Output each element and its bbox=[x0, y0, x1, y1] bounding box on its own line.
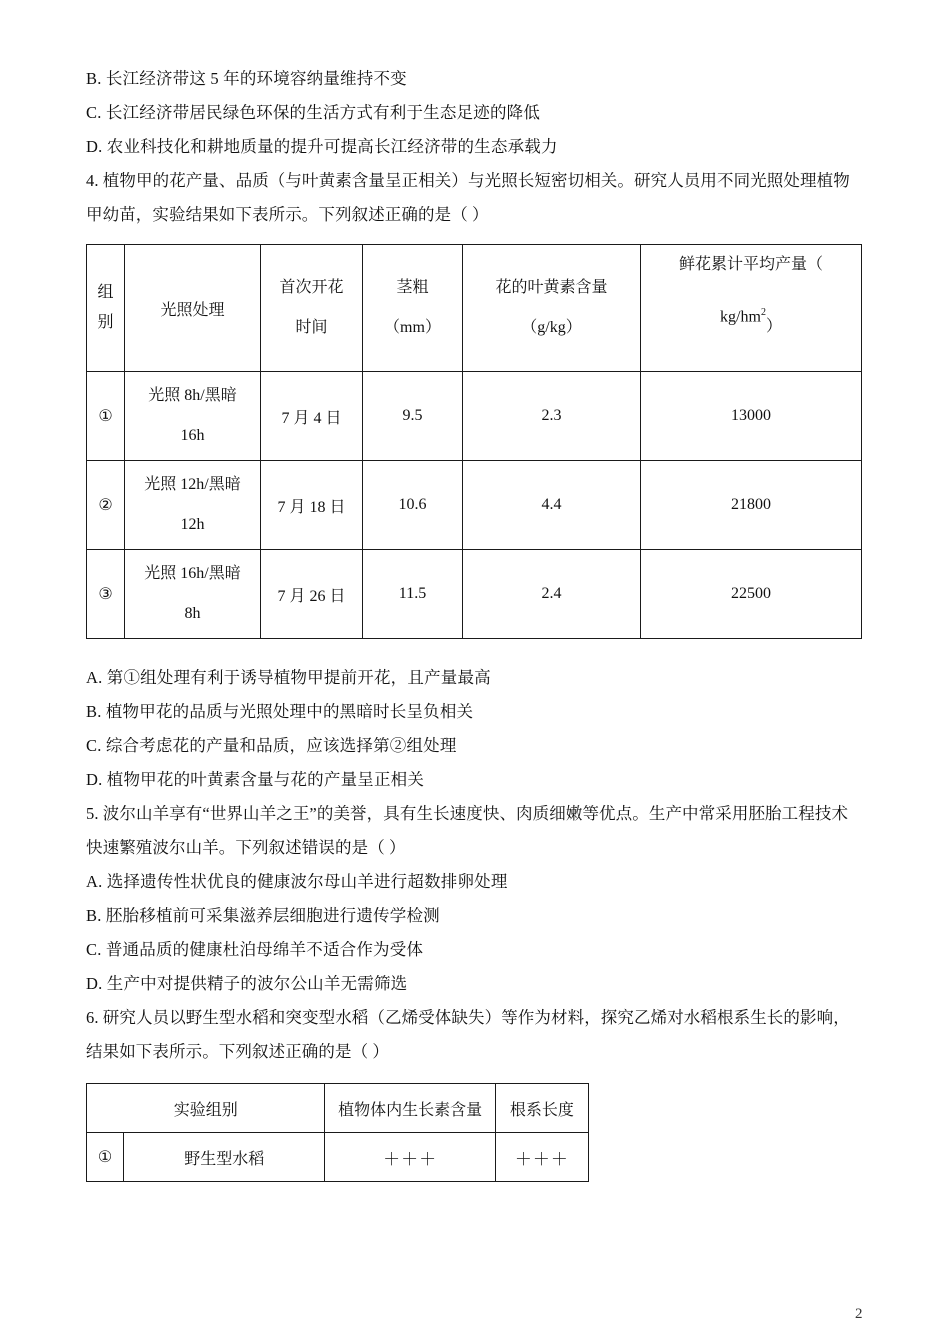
header-root-length: 根系长度 bbox=[495, 1084, 588, 1133]
q6-stem-line-2: 结果如下表所示。下列叙述正确的是（ ） bbox=[86, 1042, 390, 1061]
cell-treatment-line-2: 12h bbox=[180, 516, 205, 533]
cell-group: ② bbox=[87, 461, 125, 550]
header-yield bbox=[641, 245, 862, 372]
cell-first-bloom: 7 月 18 日 bbox=[261, 461, 363, 550]
header-stem-thickness-line-2: （mm） bbox=[384, 319, 441, 336]
q5-option-a: A. 选择遗传性状优良的健康波尔母山羊进行超数排卵处理 bbox=[86, 872, 508, 891]
cell-first-bloom: 7 月 4 日 bbox=[261, 372, 363, 461]
header-xanthophyll-line-1: 花的叶黄素含量 bbox=[495, 279, 608, 296]
table-header-row bbox=[87, 1084, 589, 1133]
header-first-bloom-line-2: 时间 bbox=[295, 319, 328, 336]
header-group bbox=[87, 245, 125, 372]
table-row bbox=[87, 1133, 589, 1182]
table-header-row bbox=[87, 245, 862, 372]
header-first-bloom-line-1: 首次开花 bbox=[279, 279, 344, 296]
header-yield-line-1: 鲜花累计平均产量（ bbox=[678, 256, 823, 274]
cell-treatment-line-1: 光照 12h/黑暗 bbox=[144, 476, 241, 493]
cell-xanthophyll: 2.3 bbox=[463, 372, 641, 461]
q5-stem bbox=[86, 797, 876, 865]
table-row bbox=[87, 372, 862, 461]
cell-yield: 13000 bbox=[641, 372, 862, 461]
cell-stem-thickness: 11.5 bbox=[363, 550, 463, 639]
q4-data-table bbox=[86, 244, 862, 639]
q4-stem bbox=[86, 164, 876, 232]
q5-option-c: C. 普通品质的健康杜泊母绵羊不适合作为受体 bbox=[86, 940, 424, 959]
header-group-line-1: 组 bbox=[97, 284, 114, 301]
table-row bbox=[87, 550, 862, 639]
header-yield-close-paren: ） bbox=[765, 317, 782, 335]
spacer-after-table-1 bbox=[86, 639, 876, 661]
cell-treatment bbox=[125, 372, 261, 461]
cell-treatment-line-2: 8h bbox=[184, 605, 201, 622]
header-yield-unit-superscript: 2 bbox=[760, 307, 766, 319]
header-stem-thickness bbox=[363, 245, 463, 372]
q3-option-b: B. 长江经济带这 5 年的环境容纳量维持不变 bbox=[86, 69, 407, 88]
cell-group: ① bbox=[87, 1133, 124, 1182]
page-content bbox=[86, 62, 876, 1182]
cell-stem-thickness: 9.5 bbox=[363, 372, 463, 461]
header-first-bloom bbox=[261, 245, 363, 372]
cell-stem-thickness: 10.6 bbox=[363, 461, 463, 550]
header-yield-unit bbox=[644, 296, 858, 343]
q4-stem-line-1: 4. 植物甲的花产量、品质（与叶黄素含量呈正相关）与光照长短密切相关。研究人员用不同光照处理植物 bbox=[86, 171, 850, 190]
q3-option-d: D. 农业科技化和耕地质量的提升可提高长江经济带的生态承载力 bbox=[86, 137, 558, 156]
cell-sample-name: 野生型水稻 bbox=[124, 1133, 325, 1182]
q4-option-b: B. 植物甲花的品质与光照处理中的黑暗时长呈负相关 bbox=[86, 702, 474, 721]
header-stem-thickness-line-1: 茎粗 bbox=[396, 279, 429, 296]
q3-option-c: C. 长江经济带居民绿色环保的生活方式有利于生态足迹的降低 bbox=[86, 103, 541, 122]
cell-first-bloom: 7 月 26 日 bbox=[261, 550, 363, 639]
q4-option-a: A. 第①组处理有利于诱导植物甲提前开花，且产量最高 bbox=[86, 668, 491, 687]
q4-option-c: C. 综合考虑花的产量和品质，应该选择第②组处理 bbox=[86, 736, 457, 755]
cell-yield: 21800 bbox=[641, 461, 862, 550]
table-row bbox=[87, 461, 862, 550]
q5-option-d: D. 生产中对提供精子的波尔公山羊无需筛选 bbox=[86, 974, 408, 993]
header-xanthophyll-line-2: （g/kg） bbox=[521, 319, 582, 336]
cell-yield: 22500 bbox=[641, 550, 862, 639]
q4-stem-line-2: 甲幼苗，实验结果如下表所示。下列叙述正确的是（ ） bbox=[86, 205, 489, 224]
q6-data-table bbox=[86, 1083, 589, 1182]
q5-stem-line-2: 快速繁殖波尔山羊。下列叙述错误的是（ ） bbox=[86, 838, 406, 857]
cell-group: ③ bbox=[87, 550, 125, 639]
q4-option-d: D. 植物甲花的叶黄素含量与花的产量呈正相关 bbox=[86, 770, 425, 789]
q6-stem bbox=[86, 1001, 876, 1069]
cell-xanthophyll: 2.4 bbox=[463, 550, 641, 639]
cell-treatment-line-2: 16h bbox=[180, 427, 205, 444]
cell-treatment-line-1: 光照 8h/黑暗 bbox=[148, 387, 237, 404]
cell-root-length: ＋＋＋ bbox=[495, 1133, 588, 1182]
q6-stem-line-1: 6. 研究人员以野生型水稻和突变型水稻（乙烯受体缺失）等作为材料，探究乙烯对水稻根系生长的影响， bbox=[86, 1008, 850, 1027]
cell-treatment bbox=[125, 550, 261, 639]
cell-auxin-content: ＋＋＋ bbox=[325, 1133, 495, 1182]
header-yield-unit-base: kg/hm bbox=[720, 308, 761, 326]
cell-treatment-line-1: 光照 16h/黑暗 bbox=[144, 565, 241, 582]
header-group-line-2: 别 bbox=[97, 314, 114, 331]
header-auxin-content: 植物体内生长素含量 bbox=[325, 1084, 495, 1133]
cell-xanthophyll: 4.4 bbox=[463, 461, 641, 550]
header-light-treatment: 光照处理 bbox=[125, 245, 261, 372]
q5-option-b: B. 胚胎移植前可采集滋养层细胞进行遗传学检测 bbox=[86, 906, 440, 925]
cell-treatment bbox=[125, 461, 261, 550]
header-experiment-group: 实验组别 bbox=[87, 1084, 325, 1133]
header-xanthophyll bbox=[463, 245, 641, 372]
q5-stem-line-1: 5. 波尔山羊享有“世界山羊之王”的美誉，具有生长速度快、肉质细嫩等优点。生产中常采用胚胎工程技术 bbox=[86, 804, 849, 823]
page-number: 2 bbox=[855, 1306, 863, 1322]
cell-group: ① bbox=[87, 372, 125, 461]
